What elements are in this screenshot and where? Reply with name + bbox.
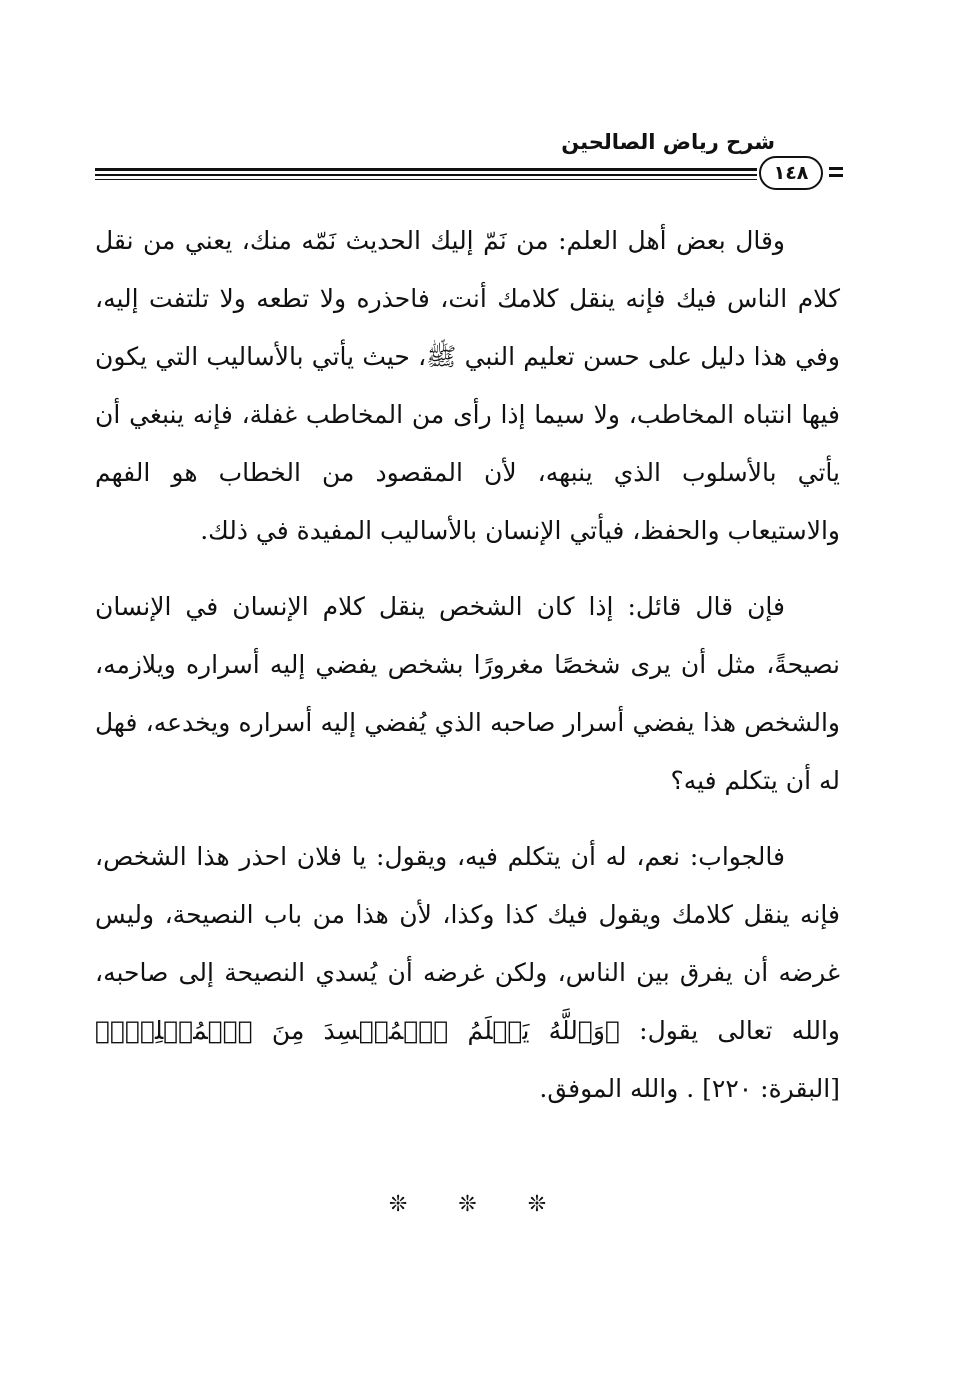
paragraph: فإن قال قائل: إذا كان الشخص ينقل كلام الإنسان في الإنسان نصيحةً، مثل أن يرى شخصًا مغرورًا بشخص يفضي إليه أسراره ويلازمه، والشخص هذا يفضي أسرار صاحبه الذي يُفضي إليه أسراره ويخدعه، فهل له أن يتكلم فيه؟ [95, 592, 840, 795]
page-number: ١٤٨ [759, 156, 823, 190]
header-edge-mark [829, 167, 843, 170]
paragraph: وقال بعض أهل العلم: من نَمّ إليك الحديث نَمّه منك، يعني من نقل كلام الناس فيك فإنه ينقل كلامك أنت، فاحذره ولا تطعه ولا تلتفت إليه، وفي هذا دليل على حسن تعليم النبي ﷺ، حيث يأتي بالأساليب التي يكون فيها انتباه المخاطب، ولا سيما إذا رأى من المخاطب غفلة، فإنه ينبغي أن يأتي بالأسلوب الذي ينبهه، لأن المقصود من الخطاب هو الفهم والاستيعاب والحفظ، فيأتي الإنسان بالأساليب المفيدة في ذلك. [95, 226, 841, 545]
page-header [95, 130, 850, 196]
section-separator: ❊ ❊ ❊ [388, 1192, 569, 1217]
main-text [95, 212, 840, 1220]
running-title: شرح رياض الصالحين [561, 130, 775, 154]
paragraph: فالجواب: نعم، له أن يتكلم فيه، ويقول: يا فلان احذر هذا الشخص، فإنه ينقل كلامك ويقول فيك كذا وكذا، لأن هذا من باب النصيحة، وليس غرضه أن يفرق بين الناس، ولكن غرضه أن يُسدي النصيحة إلى صاحبه، والله تعالى يقول: ﴿وَٱللَّهُ يَعۡلَمُ ٱلۡمُفۡسِدَ مِنَ ٱلۡمُصۡلِحِۚ﴾[البقرة: ٢٢٠] . والله الموفق. [95, 842, 840, 1103]
header-rule [95, 179, 757, 180]
header-rule [95, 174, 757, 176]
header-edge-mark [829, 174, 843, 177]
header-rule [95, 168, 757, 171]
